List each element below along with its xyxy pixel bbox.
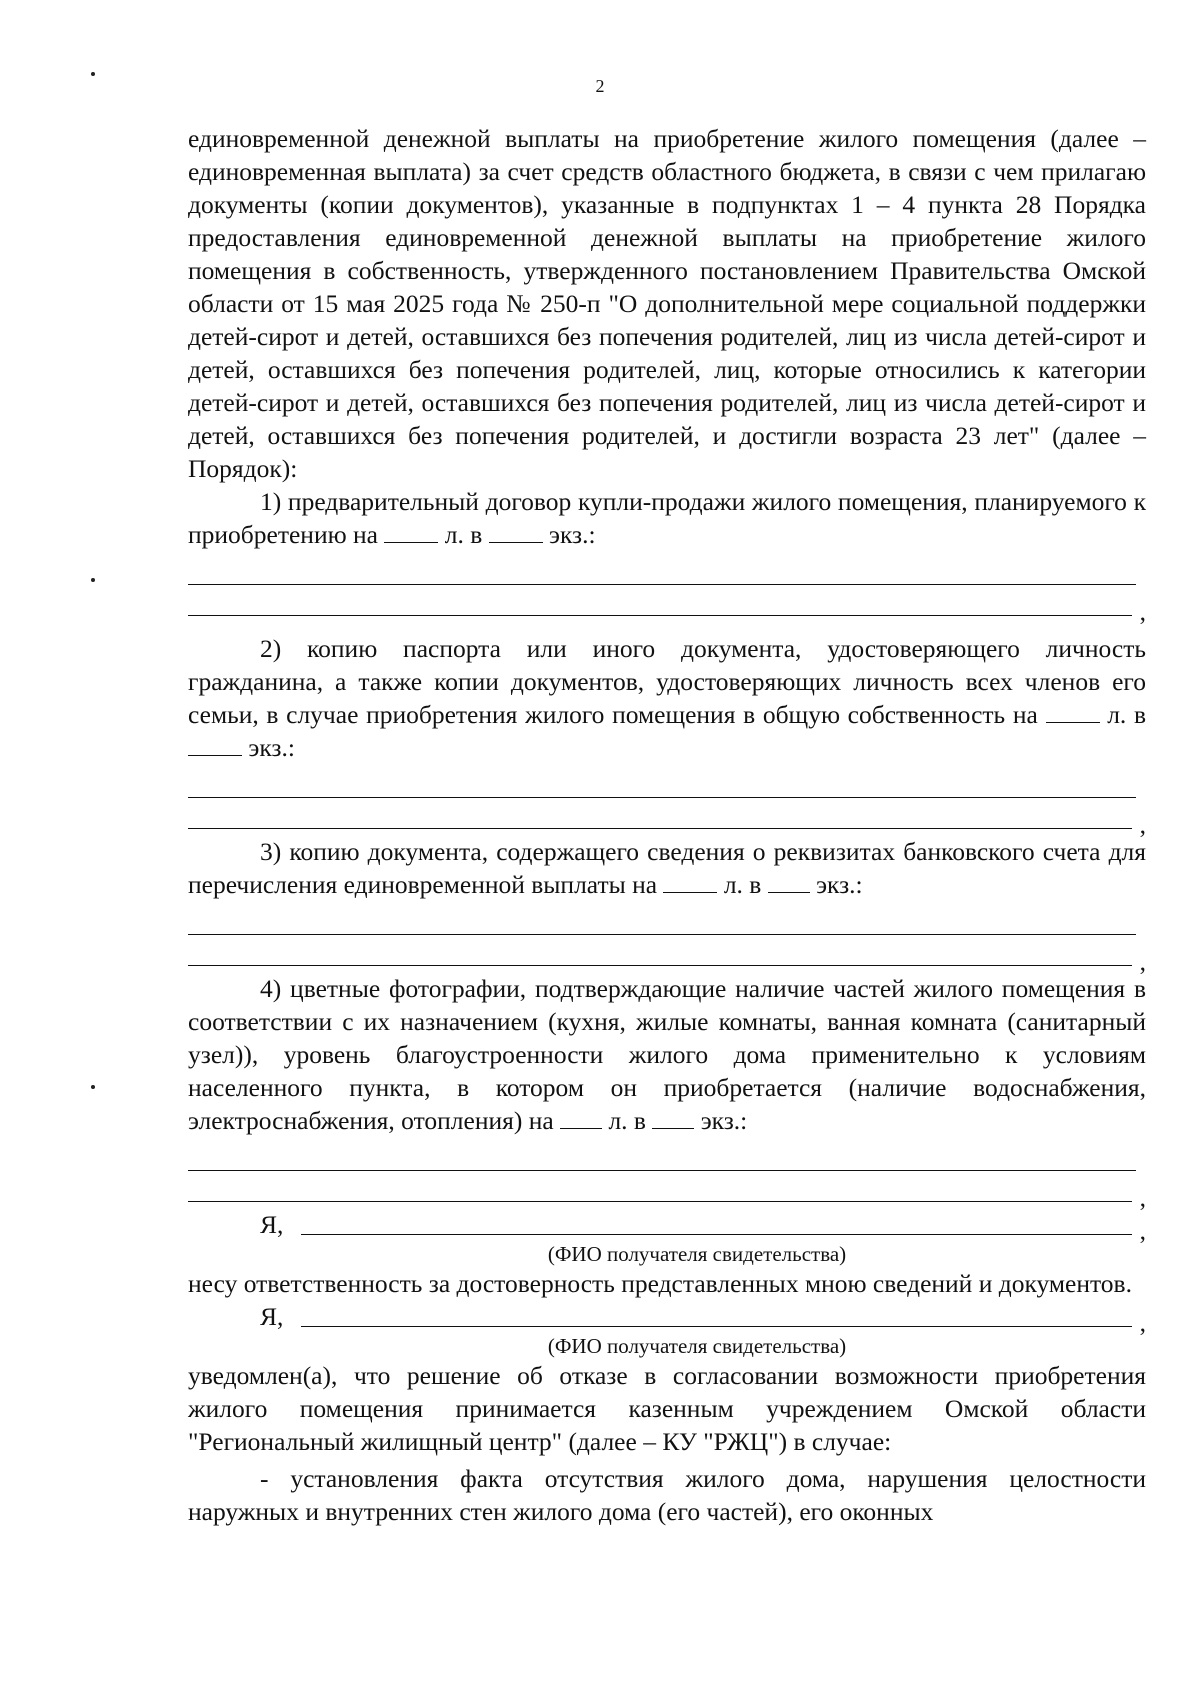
- fill-line[interactable]: [188, 589, 1146, 626]
- scan-dot: [91, 578, 95, 582]
- sheets-count-field[interactable]: [663, 868, 717, 893]
- fio-line-1[interactable]: [188, 1208, 1146, 1245]
- document-body: [188, 122, 1146, 1528]
- fill-line[interactable]: [188, 1175, 1146, 1212]
- item-3: [188, 835, 1146, 901]
- item-4: [188, 972, 1146, 1137]
- intro-paragraph: единовременной денежной выплаты на приобретение жилого помещения (далее – единовременная выплата) за счет средств областного бюджета, в связи с чем прилагаю документы (копии документов), указанные в подпунктах 1 – 4 пункта 28 Порядка предоставления единовременной денежной выплаты на приобретение жилого помещения в собственность, утвержденного постановлением Правительства Омской области от 15 мая 2025 года № 250-п "О дополнительной мере социальной поддержки детей-сирот и детей, оставшихся без попечения родителей, лиц из числа детей-сирот и детей, оставшихся без попечения родителей, лиц, которые относились к категории детей-сирот и детей, оставшихся без попечения родителей, лиц из числа детей-сирот и детей, оставшихся без попечения родителей, и достигли возраста 23 лет" (далее – Порядок):: [188, 124, 1146, 483]
- sheets-label: л. в: [723, 870, 762, 899]
- comma: ,: [1139, 1216, 1146, 1245]
- page-number: 2: [595, 76, 605, 96]
- responsibility-text: несу ответственность за достоверность представленных мною сведений и документов.: [188, 1269, 1132, 1298]
- comma: ,: [1139, 1308, 1146, 1337]
- copies-count-field[interactable]: [768, 868, 810, 893]
- fio-caption: (ФИО получателя свидетельства): [547, 1242, 847, 1266]
- fill-line[interactable]: [188, 939, 1146, 976]
- comma: ,: [1139, 810, 1146, 839]
- copies-count-field[interactable]: [188, 731, 242, 756]
- fill-line[interactable]: [188, 764, 1136, 798]
- item-3-text: 3) копию документа, содержащего сведения о реквизитах банковского счета для перечисления единовременной выплаты на: [188, 837, 1146, 899]
- item-1: [188, 485, 1146, 551]
- copies-label: экз.:: [248, 733, 295, 762]
- item-2: [188, 632, 1146, 764]
- fio-line-2[interactable]: [188, 1300, 1146, 1337]
- fill-line[interactable]: [188, 1137, 1136, 1171]
- fill-line[interactable]: [188, 802, 1146, 839]
- fill-line[interactable]: [188, 551, 1136, 585]
- ya-label: Я,: [260, 1302, 284, 1331]
- scan-dot: [91, 1085, 95, 1089]
- item-1-text: 1) предварительный договор купли-продажи жилого помещения, планируемого к приобретению на: [188, 487, 1146, 549]
- fio-field[interactable]: [301, 1234, 1132, 1235]
- copies-label: экз.:: [816, 870, 863, 899]
- fio-caption: (ФИО получателя свидетельства): [547, 1334, 847, 1358]
- sheets-label: л. в: [444, 520, 483, 549]
- sheets-label: л. в: [608, 1106, 646, 1135]
- comma: ,: [1139, 947, 1146, 976]
- sheets-count-field[interactable]: [1046, 698, 1100, 723]
- fio-field[interactable]: [301, 1326, 1132, 1327]
- copies-count-field[interactable]: [489, 518, 543, 543]
- sheets-count-field[interactable]: [384, 518, 438, 543]
- bullet-1: - установления факта отсутствия жилого дома, нарушения целостности наружных и внутренних стен жилого дома (его частей), его оконных: [188, 1464, 1146, 1526]
- fill-line[interactable]: [188, 901, 1136, 935]
- copies-label: экз.:: [549, 520, 596, 549]
- copies-count-field[interactable]: [652, 1104, 694, 1129]
- comma: ,: [1139, 1183, 1146, 1212]
- sheets-count-field[interactable]: [560, 1104, 602, 1129]
- item-2-text: 2) копию паспорта или иного документа, удостоверяющего личность гражданина, а также копии документов, удостоверяющих личность всех членов его семьи, в случае приобретения жилого помещения в общую собственность на: [188, 634, 1146, 729]
- comma: ,: [1139, 597, 1146, 626]
- sheets-label: л. в: [1107, 700, 1147, 729]
- notified-text: уведомлен(а), что решение об отказе в согласовании возможности приобретения жилого помещения принимается казенным учреждением Омской области "Региональный жилищный центр" (далее – КУ "РЖЦ") в случае:: [188, 1361, 1146, 1456]
- item-4-text: 4) цветные фотографии, подтверждающие наличие частей жилого помещения в соответствии с их назначением (кухня, жилые комнаты, ванная комната (санитарный узел)), уровень благоустроенности жилого дома применительно к условиям населенного пункта, в котором он приобретается (наличие водоснабжения, электроснабжения, отопления) на: [188, 974, 1146, 1135]
- copies-label: экз.:: [700, 1106, 748, 1135]
- ya-label: Я,: [260, 1210, 284, 1239]
